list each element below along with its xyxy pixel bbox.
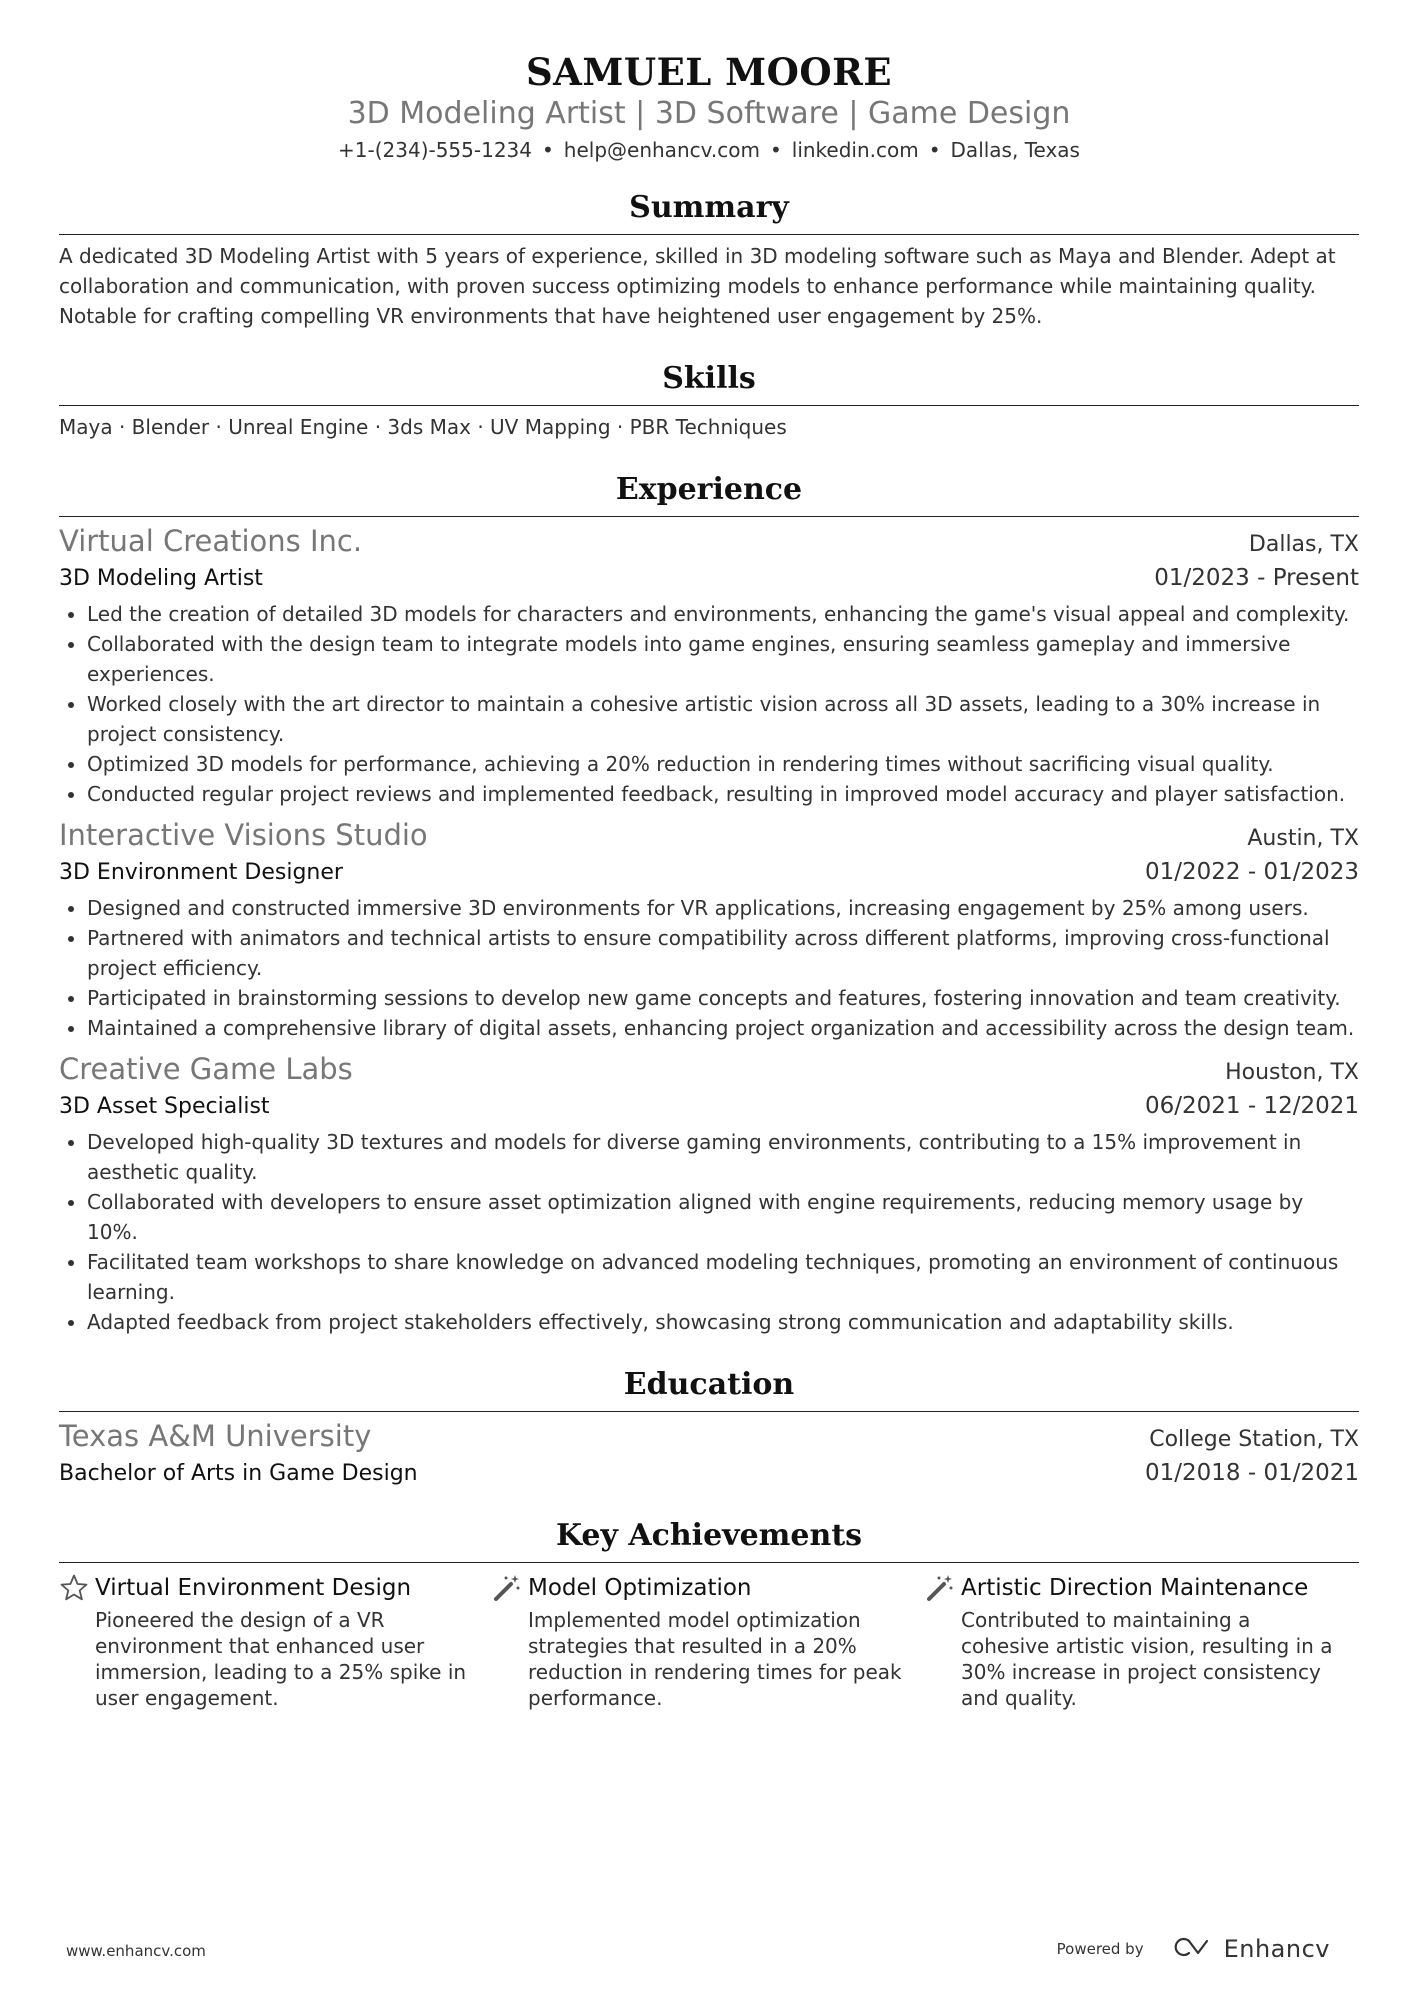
job-bullets: [59, 1127, 1359, 1337]
location: Dallas, Texas: [950, 138, 1080, 162]
achievement-title: Model Optimization: [528, 1575, 752, 1601]
job-bullets: [59, 599, 1359, 809]
job-location: Dallas, TX: [1248, 532, 1359, 557]
bullet-item: • Designed and constructed immersive 3D environments for VR applications, increasing engagement by 25% among users.: [87, 893, 1359, 923]
job-entry: [59, 1051, 1359, 1337]
job-title: 3D Modeling Artist: [59, 566, 263, 591]
school-name: Texas A&M University: [59, 1419, 372, 1453]
bullet-item: • Facilitated team workshops to share knowledge on advanced modeling techniques, promoting an environment of continuous learning.: [87, 1247, 1359, 1307]
achievement-description: Pioneered the design of a VR environment that enhanced user immersion, leading to a 25% spike in user engagement.: [95, 1608, 467, 1710]
experience-section: [59, 470, 1359, 1337]
job-dates: 01/2022 - 01/2023: [1144, 859, 1359, 885]
achievement-item: [925, 1571, 1358, 1711]
section-title-summary: Summary: [59, 188, 1359, 235]
bullet-item: • Collaborated with developers to ensure asset optimization aligned with engine requirements, reducing memory usage by 10%.: [87, 1187, 1359, 1247]
job-entry: [59, 523, 1359, 809]
bullet-item: • Conducted regular project reviews and implemented feedback, resulting in improved model accuracy and player satisfaction.: [87, 779, 1359, 809]
achievement-item: [492, 1571, 925, 1711]
achievement-description: Contributed to maintaining a cohesive artistic vision, resulting in a 30% increase in project consistency and quality.: [961, 1608, 1333, 1710]
summary-text: A dedicated 3D Modeling Artist with 5 years of experience, skilled in 3D modeling software such as Maya and Blender. Adept at collaboration and communication, with proven success optimizing models to enhance performance while maintaining quality. Notable for crafting compelling VR environments that have heightened user engagement by 25%.: [59, 244, 1336, 328]
company-name: Interactive Visions Studio: [59, 818, 428, 852]
bullet-item: • Collaborated with the design team to integrate models into game engines, ensuring seamless gameplay and immersive experiences.: [87, 629, 1359, 689]
bullet-item: • Partnered with animators and technical artists to ensure compatibility across different platforms, improving cross-functional project efficiency.: [87, 923, 1359, 983]
job-dates: 06/2021 - 12/2021: [1144, 1093, 1359, 1119]
star-icon: [59, 1573, 95, 1603]
job-location: Houston, TX: [1225, 1060, 1359, 1085]
bullet-item: • Adapted feedback from project stakeholders effectively, showcasing strong communication and adaptability skills.: [87, 1307, 1359, 1337]
magic-wand-icon: [492, 1573, 528, 1603]
separator: •: [928, 138, 941, 162]
school-location: College Station, TX: [1149, 1427, 1359, 1452]
education-section: [59, 1365, 1359, 1490]
phone: +1-(234)-555-1234: [338, 138, 532, 162]
candidate-name: SAMUEL MOORE: [525, 50, 893, 94]
section-title-skills: Skills: [59, 359, 1359, 406]
bullet-item: • Optimized 3D models for performance, achieving a 20% reduction in rendering times without sacrificing visual quality.: [87, 749, 1359, 779]
bullet-item: • Developed high-quality 3D textures and models for diverse gaming environments, contributing to a 15% improvement in aesthetic quality.: [87, 1127, 1359, 1187]
degree: Bachelor of Arts in Game Design: [59, 1461, 418, 1486]
section-title-achievements: Key Achievements: [59, 1516, 1359, 1563]
achievement-title: Artistic Direction Maintenance: [961, 1575, 1309, 1601]
section-title-education: Education: [59, 1365, 1359, 1412]
linkedin-link[interactable]: linkedin.com: [791, 138, 919, 162]
enhancv-logo-icon: [1172, 1936, 1216, 1962]
achievement-item: [59, 1571, 492, 1711]
education-dates: 01/2018 - 01/2021: [1144, 1460, 1359, 1486]
powered-by-label: Powered by: [1056, 1940, 1144, 1958]
footer-website-link[interactable]: www.enhancv.com: [66, 1942, 206, 1960]
enhancv-brand-name: Enhancv: [1223, 1935, 1330, 1963]
job-dates: 01/2023 - Present: [1154, 565, 1359, 591]
email-link[interactable]: help@enhancv.com: [563, 138, 760, 162]
skills-section: [59, 359, 1359, 442]
candidate-headline: 3D Modeling Artist | 3D Software | Game Design: [347, 96, 1071, 131]
bullet-item: • Worked closely with the art director to maintain a cohesive artistic vision across all 3D assets, leading to a 30% increase in project consistency.: [87, 689, 1359, 749]
resume-page: [59, 50, 1359, 1711]
job-title: 3D Environment Designer: [59, 860, 343, 885]
bullet-item: • Participated in brainstorming sessions to develop new game concepts and features, fostering innovation and team creativity.: [87, 983, 1359, 1013]
achievements-section: [59, 1516, 1359, 1711]
job-title: 3D Asset Specialist: [59, 1094, 270, 1119]
contact-line: [59, 136, 1359, 164]
company-name: Virtual Creations Inc.: [59, 524, 363, 558]
footer-branding: [1057, 1935, 1330, 1963]
section-title-experience: Experience: [59, 470, 1359, 517]
achievement-title: Virtual Environment Design: [95, 1575, 412, 1601]
magic-wand-icon: [925, 1573, 961, 1603]
separator: •: [769, 138, 782, 162]
bullet-item: • Led the creation of detailed 3D models for characters and environments, enhancing the game's visual appeal and complexity.: [87, 599, 1359, 629]
summary-section: [59, 188, 1359, 331]
resume-header: [59, 50, 1359, 164]
job-location: Austin, TX: [1247, 826, 1359, 851]
achievement-description: Implemented model optimization strategies that resulted in a 20% reduction in rendering times for peak performance.: [528, 1608, 902, 1710]
skills-list: Maya · Blender · Unreal Engine · 3ds Max · UV Mapping · PBR Techniques: [59, 415, 787, 439]
separator: •: [542, 138, 554, 162]
company-name: Creative Game Labs: [59, 1052, 353, 1086]
bullet-item: • Maintained a comprehensive library of digital assets, enhancing project organization and accessibility across the design team.: [87, 1013, 1359, 1043]
job-entry: [59, 817, 1359, 1043]
job-bullets: [59, 893, 1359, 1043]
